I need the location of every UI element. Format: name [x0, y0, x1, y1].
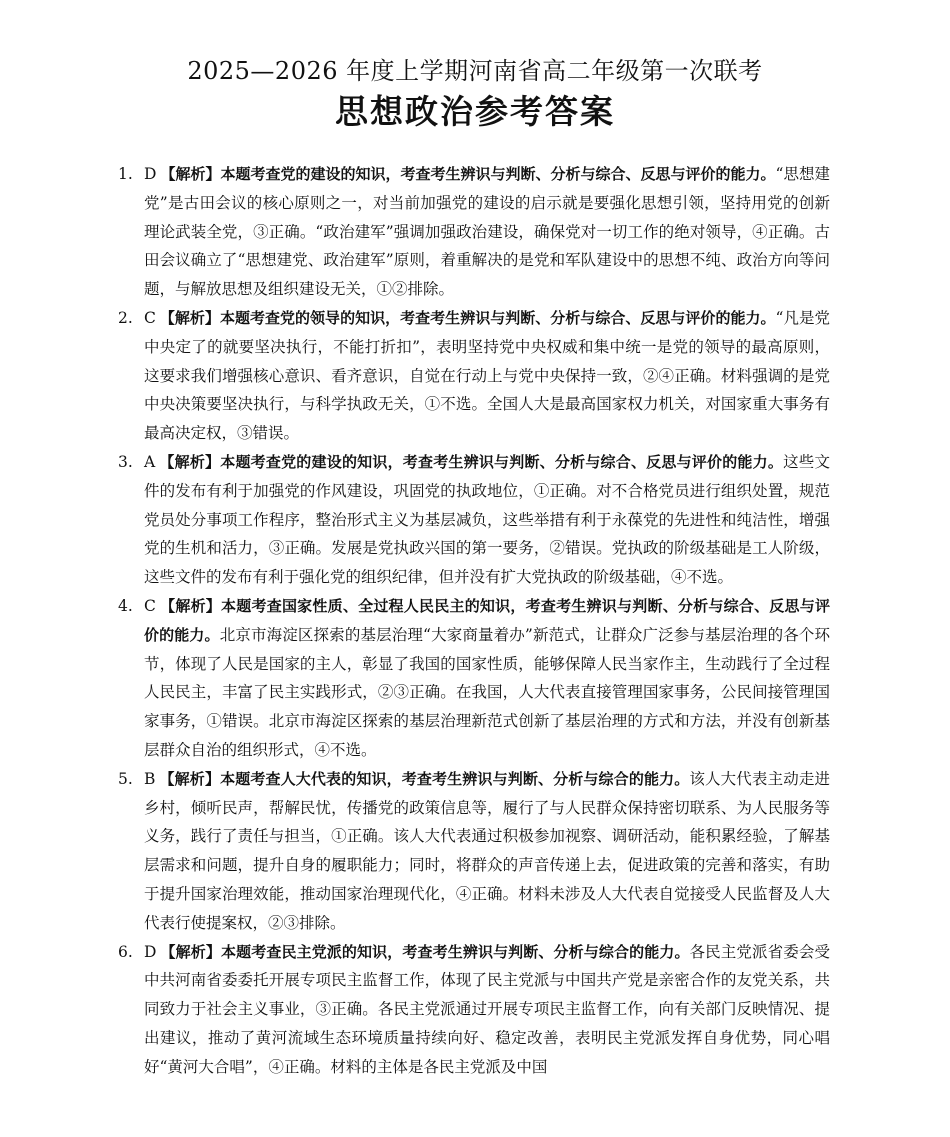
answer-item-3: [118, 448, 830, 592]
answer-list: [118, 160, 830, 1082]
item-analysis-heading: 【解析】本题考查党的建设的知识，考查考生辨识与判断、分析与综合、反思与评价的能力。: [159, 452, 784, 471]
answer-item-5: [118, 765, 830, 938]
exam-title: 2025—2026 年度上学期河南省高二年级第一次联考: [187, 57, 763, 85]
item-analysis-text: “思想建党”是古田会议的核心原则之一，对当前加强党的建设的启示就是要强化思想引领，坚持用党的创新理论武装全党，③正确。“政治建军”强调加强政治建设，确保党对一切工作的绝对领导，④正确。古田会议确立了“思想建党、政治建军”原则，着重解决的是党和军队建设中的思想不纯、政治方向等问题，与解放思想及组织建设无关，①②排除。: [144, 165, 830, 299]
item-analysis-text: 北京市海淀区探索的基层治理“大家商量着办”新范式，让群众广泛参与基层治理的各个环节，体现了人民是国家的主人，彰显了我国的国家性质，能够保障人民当家作主，生动践行了全过程人民民主，丰富了民主实践形式，②③正确。在我国，人大代表直接管理国家事务，公民间接管理国家事务，①错误。北京市海淀区探索的基层治理新范式创新了基层治理的方式和方法，并没有创新基层群众自治的组织形式，④不选。: [144, 625, 830, 759]
item-analysis-heading: 【解析】本题考查国家性质、全过程人民民主的知识，考查考生辨识与判断、分析与综合、反思与评价的能力。: [144, 596, 830, 644]
answer-item-1: [118, 160, 830, 304]
item-number: 1.: [118, 165, 133, 183]
item-number: 2.: [118, 308, 133, 327]
answer-item-6: [118, 938, 830, 1082]
item-analysis-text: 这些文件的发布有利于加强党的作风建设，巩固党的执政地位，①正确。对不合格党员进行组织处置，规范党员处分事项工作程序，整治形式主义为基层减负，这些举措有利于永葆党的先进性和纯洁性，增强党的生机和活力，③正确。发展是党执政兴国的第一要务，②错误。党执政的阶级基础是工人阶级，这些文件的发布有利于强化党的组织纪律，但并没有扩大党执政的阶级基础，④不选。: [144, 452, 830, 587]
item-analysis-heading: 【解析】本题考查人大代表的知识，考查考生辨识与判断、分析与综合的能力。: [159, 769, 690, 788]
item-analysis-text: “凡是党中央定了的就要坚决执行，不能打折扣”，表明坚持党中央权威和集中统一是党的领导的最高原则，这要求我们增强核心意识、看齐意识，自觉在行动上与党中央保持一致，②④正确。材料强调的是党中央决策要坚决执行，与科学执政无关，①不选。全国人大是最高国家权力机关，对国家重大事务有最高决定权，③错误。: [144, 308, 830, 443]
item-answer: D: [144, 942, 157, 961]
item-number: 5.: [118, 769, 133, 788]
item-number: 3.: [118, 452, 133, 471]
answer-item-2: [118, 304, 830, 448]
item-answer: B: [144, 769, 156, 788]
item-number: 6.: [118, 942, 133, 961]
answer-key-title: 思想政治参考答案: [335, 92, 615, 131]
item-answer: C: [144, 308, 156, 327]
item-answer: A: [144, 452, 156, 471]
item-analysis-heading: 【解析】本题考查民主党派的知识，考查考生辨识与判断、分析与综合的能力。: [160, 942, 690, 961]
answer-item-4: [118, 592, 830, 765]
item-answer: C: [144, 596, 156, 615]
item-analysis-text: 该人大代表主动走进乡村，倾听民声，帮解民忧，传播党的政策信息等，履行了与人民群众保持密切联系、为人民服务等义务，践行了责任与担当，①正确。该人大代表通过积极参加视察、调研活动，能积累经验，了解基层需求和问题，提升自身的履职能力；同时，将群众的声音传递上去，促进政策的完善和落实，有助于提升国家治理效能，推动国家治理现代化，④正确。材料未涉及人大代表自觉接受人民监督及人大代表行使提案权，②③排除。: [144, 769, 830, 932]
item-answer: D: [144, 165, 157, 183]
item-number: 4.: [118, 596, 133, 615]
item-analysis-text: 各民主党派省委会受中共河南省委委托开展专项民主监督工作，体现了民主党派与中国共产党是亲密合作的友党关系，共同致力于社会主义事业，③正确。各民主党派通过开展专项民主监督工作，向有关部门反映情况、提出建议，推动了黄河流域生态环境质量持续向好、稳定改善，表明民主党派发挥自身优势，同心唱好“黄河大合唱”，④正确。材料的主体是各民主党派及中国: [144, 942, 830, 1076]
item-analysis-heading: 【解析】本题考查党的建设的知识，考查考生辨识与判断、分析与综合、反思与评价的能力。: [160, 165, 776, 183]
item-analysis-heading: 【解析】本题考查党的领导的知识，考查考生辨识与判断、分析与综合、反思与评价的能力。: [159, 308, 776, 327]
